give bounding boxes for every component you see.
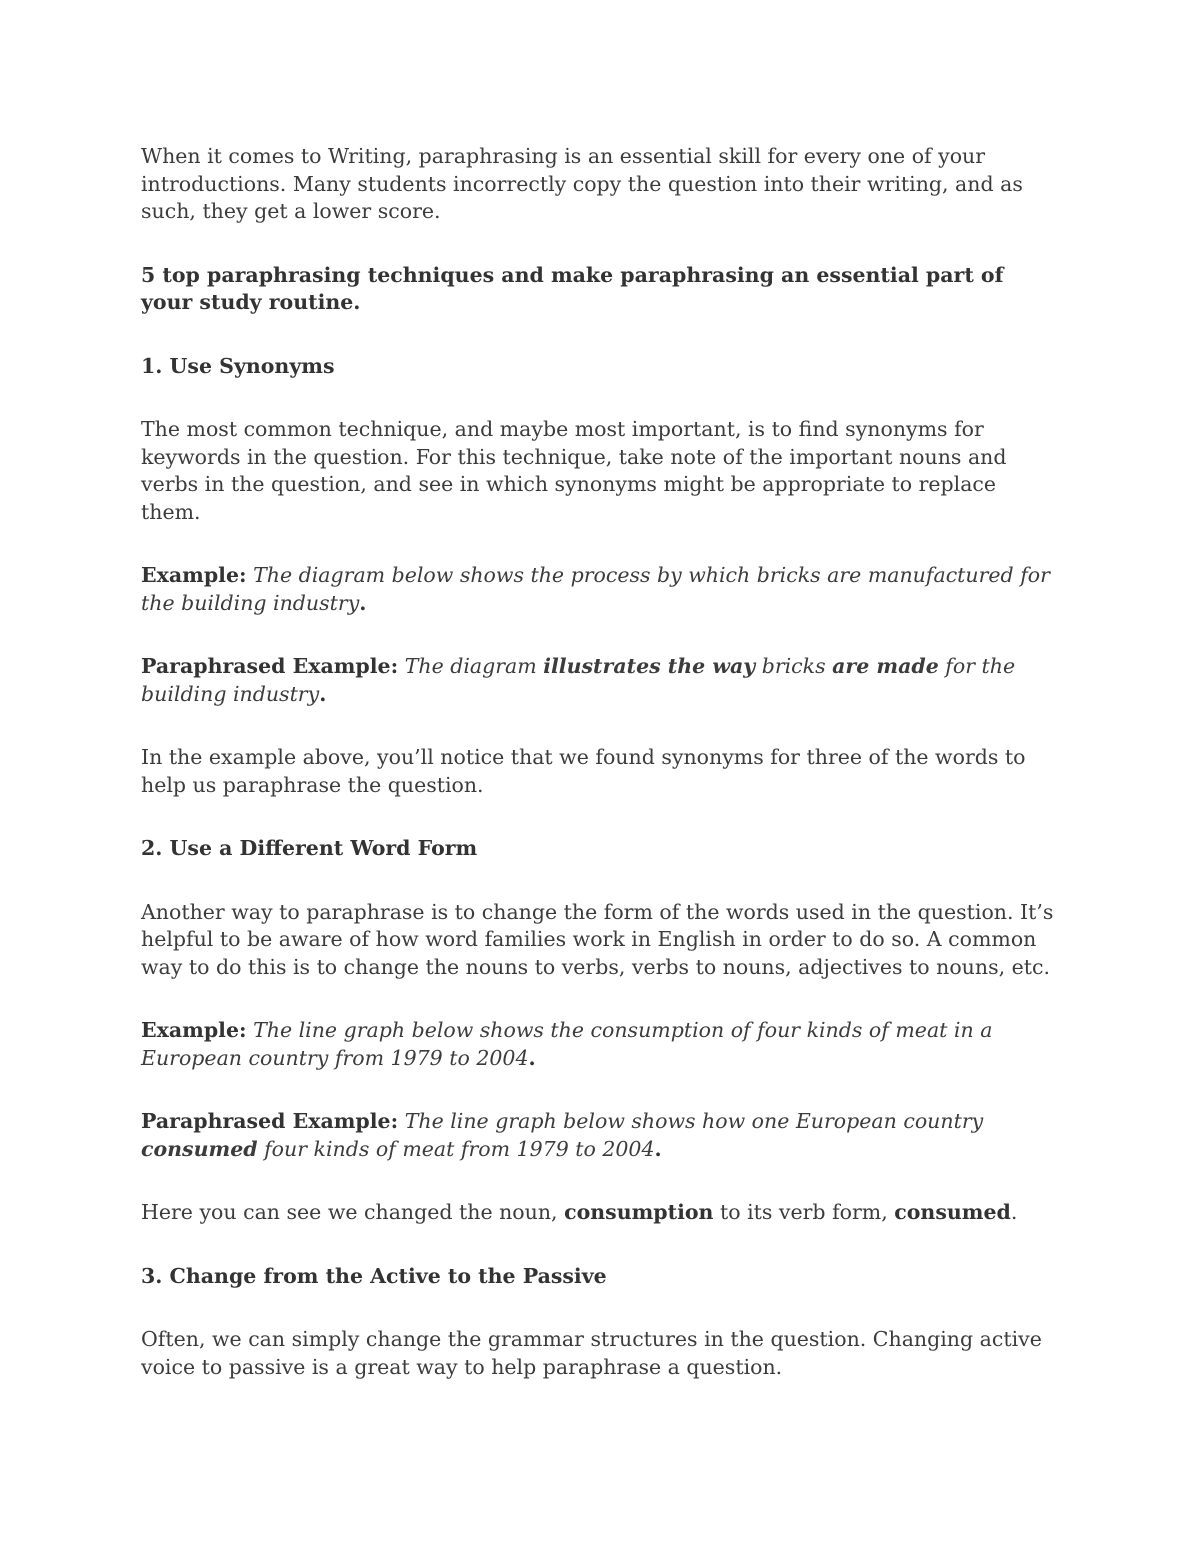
section-heading-word-form: 2. Use a Different Word Form (141, 836, 478, 860)
note-keyword: consumption (564, 1200, 714, 1224)
paraphrased-highlight: are made (832, 654, 939, 678)
note-text: Here you can see we changed the noun, (141, 1200, 565, 1224)
paraphrased-text: for the building industry (141, 654, 1016, 706)
paraphrased-example-synonyms (141, 653, 1061, 708)
note-text: to its verb form, (713, 1200, 895, 1224)
note-word-form (141, 1199, 1061, 1227)
intro-paragraph: When it comes to Writing, paraphrasing is an essential skill for every one of your introductions. Many students incorrectly copy the question into their writing, and as such, they get a lower score. (141, 144, 1023, 223)
paraphrased-text: The line graph below shows how one European country (404, 1109, 984, 1133)
note-keyword: consumed (894, 1200, 1011, 1224)
paraphrased-text: The diagram (404, 654, 544, 678)
paraphrased-highlight: consumed (141, 1136, 258, 1161)
example-synonyms (141, 562, 1061, 617)
section-body-synonyms: The most common technique, and maybe most important, is to find synonyms for keywords in the question. For this technique, take note of the important nouns and verbs in the question, and see in which synonyms might be appropriate to replace them. (141, 417, 1007, 524)
section-heading-active-passive: 3. Change from the Active to the Passive (141, 1263, 607, 1288)
paraphrased-highlight: illustrates the way (543, 654, 756, 678)
example-label: Example: (141, 563, 247, 587)
example-label: Example: (141, 1018, 247, 1042)
example-text: The line graph below shows the consumption of four kinds of meat in a European country from 1979 to 2004 (141, 1018, 993, 1070)
note-synonyms: In the example above, you’ll notice that we found synonyms for three of the words to help us paraphrase the question. (141, 745, 1026, 797)
section-body-word-form: Another way to paraphrase is to change the form of the words used in the question. It’s helpful to be aware of how word families work in English in order to do so. A common way to do this is to change the nouns to verbs, verbs to nouns, adjectives to nouns, etc. (141, 899, 1054, 979)
example-period: . (528, 1045, 536, 1070)
paraphrased-period: . (319, 681, 327, 706)
document-body (141, 143, 1061, 1417)
paraphrased-label: Paraphrased Example: (141, 1109, 399, 1133)
paraphrased-period: . (654, 1136, 662, 1161)
example-word-form (141, 1017, 1061, 1072)
paraphrased-example-word-form (141, 1108, 1061, 1163)
example-period: . (359, 590, 367, 615)
note-text: . (1010, 1200, 1018, 1224)
main-heading: 5 top paraphrasing techniques and make paraphrasing an essential part of your study routine. (141, 262, 1004, 314)
paraphrased-text: bricks (755, 654, 833, 678)
section-body-active-passive: Often, we can simply change the grammar structures in the question. Changing active voice to passive is a great way to help paraphrase a question. (141, 1327, 1042, 1379)
example-text: The diagram below shows the process by which bricks are manufactured for the building industry (141, 563, 1050, 615)
paraphrased-text: four kinds of meat from 1979 to 2004 (257, 1136, 655, 1161)
paraphrased-label: Paraphrased Example: (141, 654, 399, 678)
section-heading-synonyms: 1. Use Synonyms (141, 353, 335, 378)
